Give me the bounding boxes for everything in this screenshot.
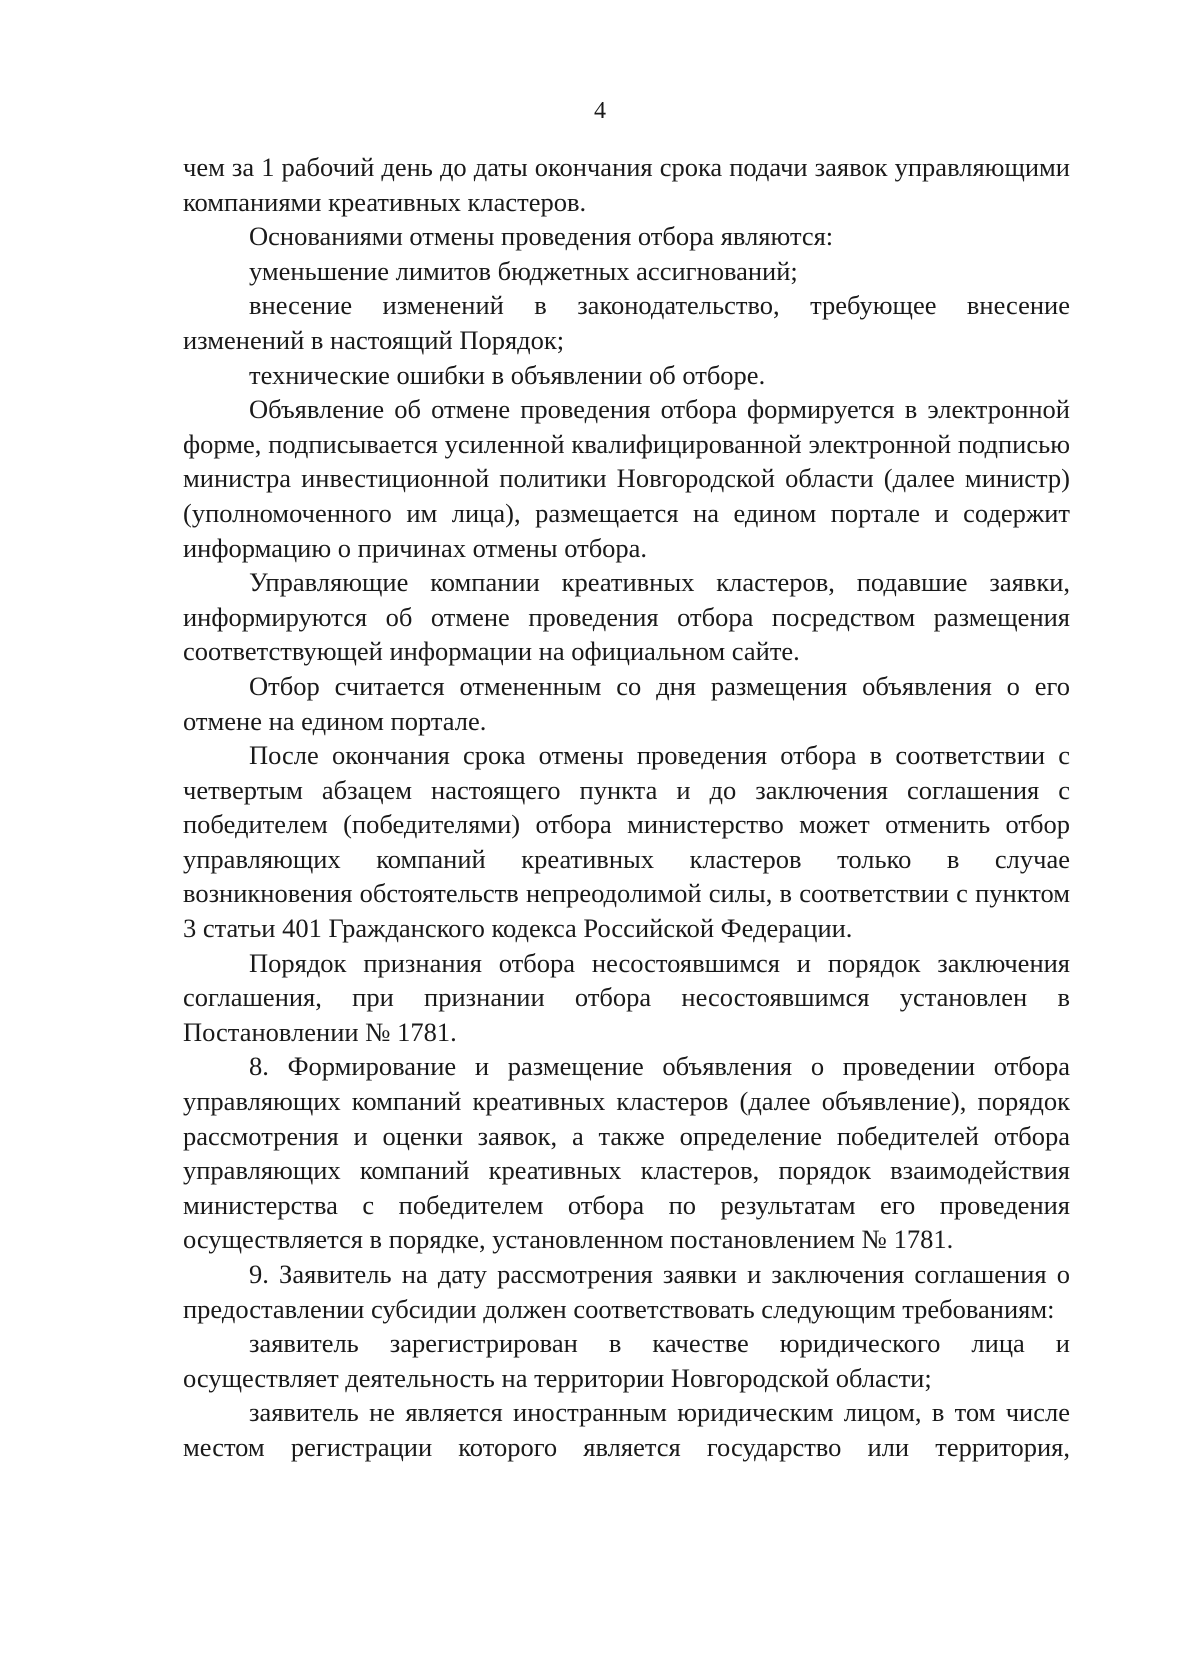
paragraph-3: уменьшение лимитов бюджетных ассигнований;	[249, 255, 798, 286]
paragraph-5: технические ошибки в объявлении об отборе.	[249, 359, 766, 390]
paragraph-10: Порядок признания отбора несостоявшимся и порядок заключения соглашения, при признании отбора несостоявшимся установлен в Постановлении № 1781.	[183, 947, 1070, 1047]
paragraph-4: внесение изменений в законодательство, требующее внесение изменений в настоящий Порядок;	[183, 290, 1070, 355]
paragraph-8: Отбор считается отмененным со дня размещения объявления о его отмене на едином портале.	[183, 670, 1070, 736]
paragraph-12: 9. Заявитель на дату рассмотрения заявки и заключения соглашения о предоставлении субсидии должен соответствовать следующим требованиям:	[183, 1259, 1070, 1324]
paragraph-14: заявитель не является иностранным юридическим лицом, в том числе местом регистрации которого является государство или территория,	[183, 1397, 1070, 1462]
paragraph-1: чем за 1 рабочий день до даты окончания срока подачи заявок управляющими компаниями креативных кластеров.	[183, 152, 1070, 217]
paragraph-6: Объявление об отмене проведения отбора формируется в электронной форме, подписывается усиленной квалифицированной электронной подписью министра инвестиционной политики Новгородской области (далее министр) (уполномоченного им лица), размещается на едином портале и содержит информацию о причинах отмены отбора.	[183, 394, 1070, 563]
paragraph-7: Управляющие компании креативных кластеров, подавшие заявки, информируются об отмене проведения отбора посредством размещения соответствующей информации на официальном сайте.	[183, 567, 1070, 667]
paragraph-11: 8. Формирование и размещение объявления о проведении отбора управляющих компаний креативных кластеров (далее объявление), порядок рассмотрения и оценки заявок, а также определение победителей отбора управляющих компаний креативных кластеров, порядок взаимодействия министерства с победителем отбора по результатам его проведения осуществляется в порядке, установленном постановлением № 1781.	[183, 1051, 1070, 1255]
page-number: 4	[594, 98, 606, 124]
document-body	[183, 150, 1070, 1465]
paragraph-9: После окончания срока отмены проведения отбора в соответствии с четвертым абзацем настоящего пункта и до заключения соглашения с победителем (победителями) отбора министерство может отменить отбор управляющих компаний креативных кластеров только в случае возникновения обстоятельств непреодолимой силы, в соответствии с пунктом 3 статьи 401 Гражданского кодекса Российской Федерации.	[183, 740, 1070, 944]
paragraph-2: Основаниями отмены проведения отбора являются:	[249, 221, 834, 252]
paragraph-13: заявитель зарегистрирован в качестве юридического лица и осуществляет деятельность на территории Новгородской области;	[183, 1328, 1070, 1393]
